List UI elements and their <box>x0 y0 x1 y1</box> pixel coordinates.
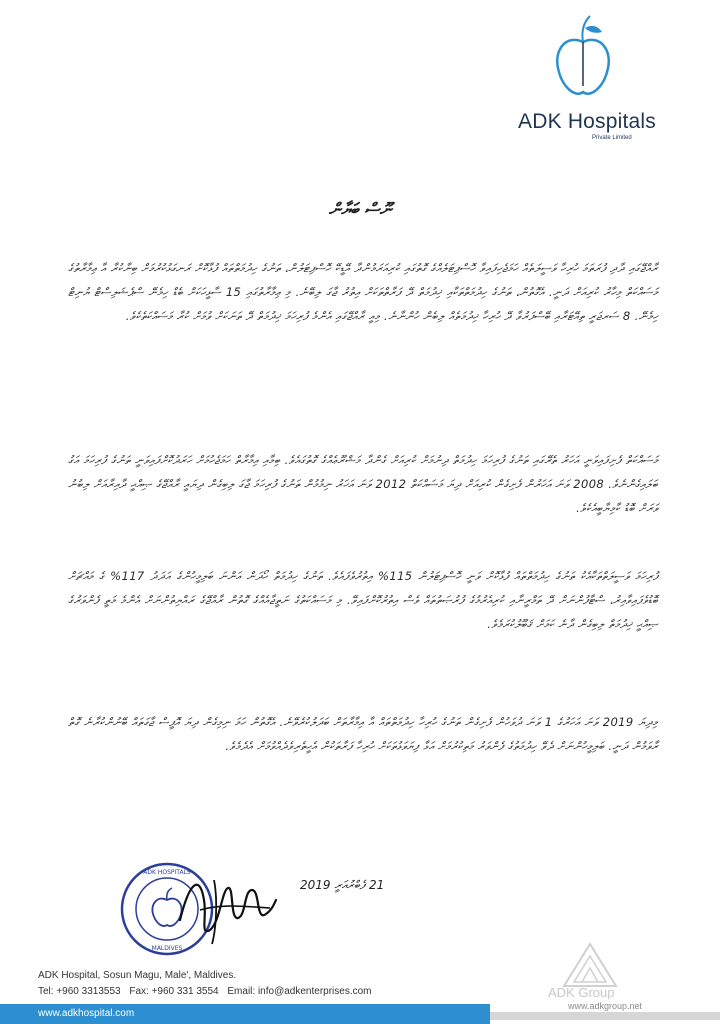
brand-name: ADK Hospitals <box>518 110 656 133</box>
footer-contact-line <box>38 984 372 1000</box>
footer-bar-blue <box>0 1004 490 1024</box>
footer-bar <box>0 1004 720 1024</box>
apple-logo-icon <box>548 12 618 102</box>
signature <box>170 860 280 950</box>
footer-email[interactable]: Email: info@adkenterprises.com <box>227 986 372 997</box>
footer-address: ADK Hospital, Sosun Magu, Male', Maldives. <box>38 970 237 981</box>
paragraph-3: ފުރިހަމަ ވަސީލަތްތަކާއެކު ތަނުގެ ހިދުމަތްތައް ފުޅާކޮށް ވަނީ ހޮސްޕިޓަލުން 115% އިތުރުވެފައެވެ. ތަނުގެ ހިދުމަތް ހޯދަން އަންނަ ބަލިމީހުންގެ އަދަދު 117% ގެ މައްޗަށް ބޮޑުވެފައިވާއިރު، ސްޓާފުންނަށް ދޭ ތަމްރީނާއި ކުރިއެރުމުގެ ފުރުޞަތުތައް ވެސް އިތުރުކޮށްފައިވޭ. މި މަސައްކަތުގެ ނަތީޖާއެއްގެ ގޮތުން ރާއްޖޭގެ ރައްޔިތުންނަށް އެންމެ މަތީ ފެންވަރުގެ ޞިއްޙީ ޚިދުމަތް ލިބިގެން ދާނެ ކަމަށް ޤަބޫލުކުރަމެވެ. <box>68 569 658 631</box>
svg-text:ADK HOSPITALS: ADK HOSPITALS <box>143 869 191 876</box>
footer-bar-grey <box>490 1012 720 1020</box>
footer-contact <box>38 968 372 1000</box>
hospital-website-link[interactable]: www.adkhospital.com <box>38 1008 135 1019</box>
paragraph-4: މިދިޔަ 2019 ވަނަ އަހަރުގެ 1 ވަނަ ދުވަހުން ފެށިގެން ތަނުގެ ހުރިހާ ހިދުމަތްތައް އާ އިމާރާތަށް ބަދަލުކުރެވޭނެ. އެގޮތުން ހަމަ ނިމިގެން ދިޔަ އޮފީސް ޖާގަތައް ބޭނުންކުރާނެ ގޮތް ރާވަމުން ދަނީ. ބަލިމީހުންނަށް ދެވޭ ހިދުމަތުގެ ފެންވަރު މަތިކުރުމަށް އަޅާ ފިޔަވަޅުތަކަށް ހުރިހާ ފަރާތަކުން އެހީތެރިވެދެއްވުމަށް އެދެމެވެ. <box>68 715 658 753</box>
group-name: ADK Group <box>548 985 615 1000</box>
paragraph-2: މަސައްކަތް ފެށިފައިވަނީ އަހަރު ތެރޭގައި ތަނުގެ ފުރިހަމަ ހިދުމަތް ދިނުމަށް ކުރިއަށް ގެންދާ މަޝްރޫޢެއްގެ ގޮތުގައެވެ. ބިމާއި އިމާރާތް ހަމަޖެހުމަށް ހަރަދުކޮށްފައިވަނީ ތަނުގެ ފުރިހަމަ އަގު ބަލައިގެންނެވެ. 2008 ވަނަ އަހަރުން ފެށިގެން ކުރިއަށް ދިޔަ މަސައްކަތް 2012 ވަނަ އަހަރު ނިމުމުން ތަނުގެ ފުރިހަމަ ޖާގަ ލިބިގެން ދިޔައީ ރާއްޖޭގެ ޞިއްޙީ ދާއިރާއަށް ލިބުނު ވަރަށް ބޮޑު ކާމިޔާބީއެކެވެ. <box>68 453 658 515</box>
group-website[interactable]: www.adkgroup.net <box>568 1001 643 1011</box>
footer-tel: Tel: +960 3313553 <box>38 986 121 997</box>
svg-text:MALDIVES: MALDIVES <box>151 945 183 952</box>
letter-date: 21 ފެބްރުއަރީ 2019 <box>300 878 385 892</box>
brand-subtitle: Private Limited <box>592 135 632 141</box>
paragraph-1: ރާއްޖޭގައި ދާދި ފުރަތަމަ ހުރިހާ ވަސީލަތެއް ހަމަޖެހިފައިވާ ހޮސްޕިޓަލެއްގެ ގޮތުގައި ކުރިއަރަމުންދާ އޭޑީކޭ ހޮސްޕިޓަލުން، ތަނުގެ ހިދުމަތްތައް ފުޅާކޮށް ރަނގަޅުކުރުމަށް ބިނާކުރާ އާ ޢިމާރާތުގެ މަސައްކަތް މިހާރު ކުރިއަށް ދަނީ. އެގޮތުން، ތަނުގެ ހިދުމަތްތަކާއި ޚިދުމަތް ދޭ ފަރާތްތަކަށް އިތުރު ޖާގަ ލިބޭނެ. މި ޢިމާރާތުގައި 15 ސާޅީހަކަށް ބެޑް ހިމެނޭ ސްޕެޝަލިސްޓް ޔުނިޓް ހިމެނޭ. 8 ސަރޖަރީ ތިއޭޓަރާއި ބޭސްފަރުވާ ދޭ ހުރިހާ ޚިދުމަތެއް ލިބެން ހުންނާނެ. މިއީ ރާއްޖޭގައި އެންމެ ފުރިހަމަ ޚިދުމަތް ދޭ ތަނަކަށް ވުމަށް ކުރާ މަސައްކަތެކެވެ. <box>68 261 658 323</box>
hospital-logo <box>500 8 670 141</box>
footer-fax: Fax: +960 331 3554 <box>129 986 219 997</box>
letter-title: ނޫސް ބަޔާން <box>328 200 392 220</box>
